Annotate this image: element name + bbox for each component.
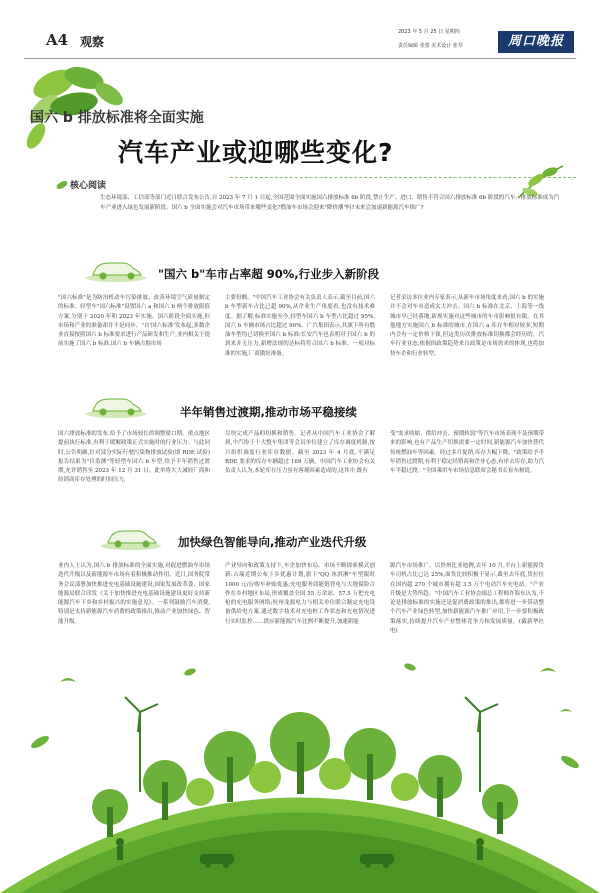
section-3-col-2: 产业导向和政策支持下,车企加快布局。市场不断探索模式创新:吉瑞近期公布下乡优惠计划,旗下"QQ 冰淇淋"车型限时 1000 元/台购车补贴优惠;充电服务商能链智电与大地保险合作在乡村地区布局,形成覆盖全国 55 万余站、57.5 万把充电枪的充电服务网络;杭州龙源电力与相关单位联合制定充电设备供给电方案,通过数字技术对充电桩工作状态和充电情况进行实时监控……供应新能源汽车比例不断提升,加速新能	[225, 563, 375, 625]
newspaper-logo: 周口晚报	[498, 31, 574, 53]
core-leaf-icon	[56, 180, 68, 190]
car-icon	[100, 526, 162, 550]
car-icon	[85, 258, 147, 282]
article-kicker: 国六 b 排放标准将全面实施	[30, 110, 204, 126]
section-3-col-3: 源汽车市场推广。以贵州比亚迪例,去年 10 月,平台上新能源货车司机占比已达 25%,面货比较积极于显示,截至去年底,货拉拉在国内超 270 个城市拥有超 3.5 万个电动汽车充电站。"产业升级是大势所趋。"中国汽车工业协会副总工程师许海东认为,不论是排放标准的实施还是促消费政策的推出,都将进一步带动整个汽车产业绿色转型,加快新能源汽车推广应用,下一步要积极政策落实,持续提升汽车产业整体竞争力和发展质量。(截新华社电)	[390, 563, 544, 635]
green-planet-illustration	[0, 592, 600, 893]
header-rule	[24, 58, 576, 59]
section-3-col-1: 业内人士认为,国六 b 排放标准的全面实施,对促进燃油车市场迭代升级以及新能源车市场有着积极推动作用。近日,国务院常务会议部署加快推进充电基础设施建设,国家发展改革委、国家能源局联合印发《关于加快推进充电基础设施建设更好支持新能源汽车下乡和乡村振兴的实施意见》。一系列鼓励汽车消费,特别是支持新能源汽车消费的政策推出,推动产业加快绿色、智能升级。	[58, 563, 210, 625]
section-3-title: 加快绿色智能导向,推动产业迭代升级	[178, 535, 367, 549]
editors-line: 责任编辑 张蕾 美术设计 张琴	[398, 43, 463, 49]
section-1-title: "国六 b"车市占率超 90%,行业步入新阶段	[158, 267, 380, 281]
section-2-col-3: 受"需求收缩、供给冲击、预期转弱"等汽车市场表现不及预期带来的影响,也有产品生产切换需要一定时间,新能源汽车加快替代传统燃油车等因素。经过多月促销,库存大幅下降。"政策给予半年销售过渡期,有利于稳定经销商和企业心态,有序去库存,助力汽车平稳过渡。"全国乘用车市场信息联席会秘书长崔东树说。	[390, 431, 544, 475]
date-line: 2023 年 5 月 25 日 星期四	[398, 29, 460, 35]
page-number: A4	[46, 31, 69, 49]
section-1-col-1: "国六标准"是为防治机动车污染排放、改善环境空气质量制定的标准。轻型车"国六标准"设置国六 a 和国六 b 两个排放限值方案,分别于 2020 年和 2023 年实施。国六阶段全面实施,但市场和产业的准备却并不是同步。"自'国六标准'发布起,多数企业直接按照国六 b 标准要求进行产品研发和生产,业内相关于提前实施了国六 b 标准,国六 b 车辆占据市场	[58, 295, 210, 348]
section-name: 观察	[80, 35, 105, 49]
section-1-col-3: 记者采访多位业内专家表示,从新车市场角度来看,国六 b 的实施并不会对车市造成太大冲击。国六 b 标准在北京、上海等一线城市早已经落地,新规实施对这些城市的车市影响很有限。在其他地方实施国六 b 标准的城市,在国六 a 库存车相对较多,短期内会有一定价格下探,但这类历次排放标准切换都会经历的。汽车行业业态,依据的政策趋势来自政策是市场需求的体现,也将加快车企和行业转型。	[390, 295, 544, 357]
core-reading-label: 核心阅读	[70, 181, 107, 191]
core-reading-text: 生态环境部、工信部等部门近日联合发布公告,自 2023 年 7 月 1 日起,全国范围全面实施国六排放标准 6b 阶段,禁止生产、进口、销售不符合国六排放标准 6b 阶段的汽车。排放标准成为汽车产业进入绿色发展新阶段。国六 b 全面实施会对汽车市场带来哪些变化?燃油车市场会迎来"降价潮"吗?未来会加速新能源汽车推广?	[100, 195, 560, 211]
section-2-col-2: 尽快完成产品的切换和销售。记者从中国汽车工业协会了解到,中汽协于十大整车集团等会员单位建立了库存调度机制,按月组织调度行业库存数据。截至 2023 年 4 月底,不满足 RDE 要求的库存车辆超过 169 万辆。中国汽车工业协会有关负责人认为,本轮库存压力虽有客观因素造成的,这其中,既有	[225, 431, 375, 475]
section-2-col-1: 国六排放标准的发布,给予了市场较长的调整窗口期。重点地区提前执行标准,有利于缓解政策正式实施时的行业压力。与此同时,公告明确,针对部分实际行驶污染物排放试验(即 RDE 试验)报告结果为"仅监测"等轻型车国六 b 车型,给予半年销售过渡期,允许销售至 2023 年 12 月 31 日。此举将大大减轻厂商和经销商库存处理的时间压力,	[58, 431, 210, 484]
car-icon	[85, 394, 147, 418]
article-headline: 汽车产业或迎哪些变化?	[118, 138, 394, 167]
page-header	[0, 0, 600, 60]
section-2-title: 半年销售过渡期,推动市场平稳接续	[180, 405, 357, 419]
section-1-col-2: 主要份额。"中国汽车工业协会有关负责人表示,截至目前,国六 b 车型新车占比已超 90%,从企业生产角度看,也没有技术难度。据了解,标准实施至今,轻型车国六 b 车型占比超过 95%,国六 b 车辆市场占比超过 90%。广汽集团表示,其旗下所有燃油车型均已切换至国六 b 标准;长安汽车也表明对于国六 b 的到来并无压力,新增法规的达标将符合国六 b 标准。一项对标准的实施,厂商做好准备。	[225, 295, 375, 357]
